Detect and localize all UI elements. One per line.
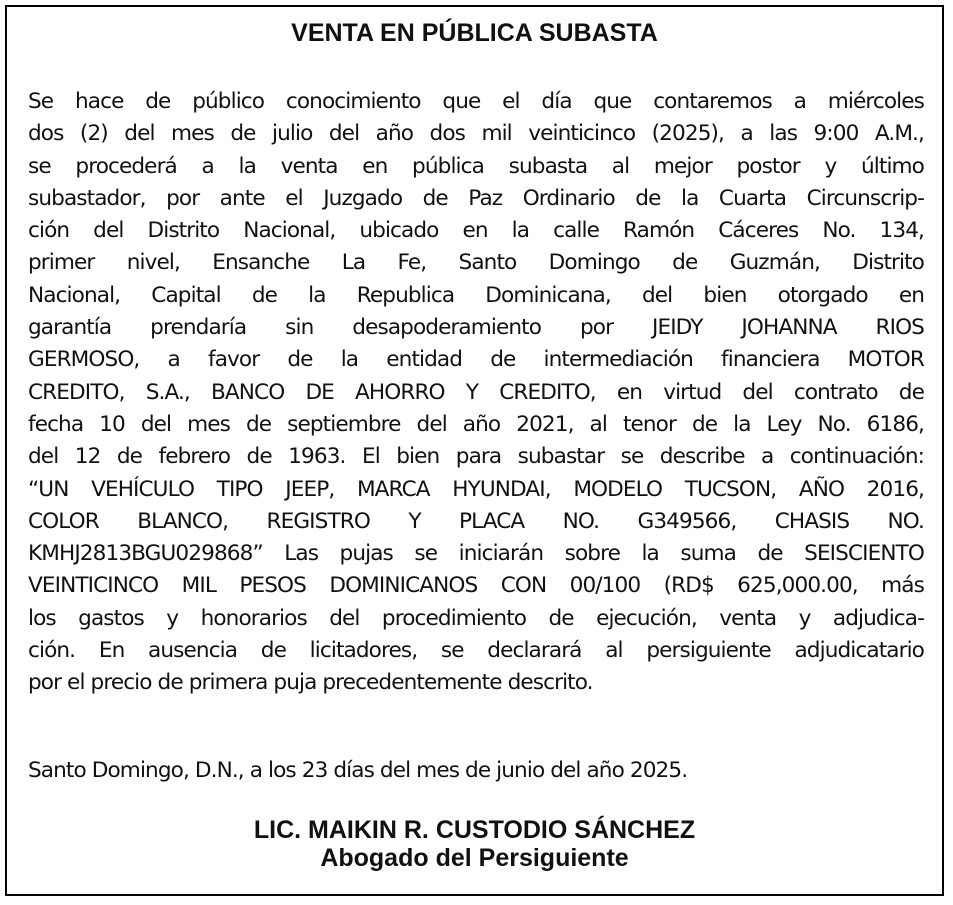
- body-line: primer nivel, Ensanche La Fe, Santo Domingo de Guzmán, Distrito: [28, 250, 924, 276]
- body-line: ción. En ausencia de licitadores, se declarará al persiguiente adjudicatario: [28, 638, 924, 664]
- place-and-date: Santo Domingo, D.N., a los 23 días del mes de junio del año 2025.: [28, 758, 688, 783]
- body-line: por el precio de primera puja precedentemente descrito.: [28, 670, 593, 696]
- body-line: GERMOSO, a favor de la entidad de intermediación financiera MOTOR: [28, 347, 924, 373]
- body-line: del 12 de febrero de 1963. El bien para subastar se describe a continuación:: [28, 444, 924, 470]
- legal-notice: [5, 5, 944, 896]
- body-line: dos (2) del mes de julio del año dos mil veinticinco (2025), a las 9:00 A.M.,: [28, 121, 924, 147]
- body-line: fecha 10 del mes de septiembre del año 2021, al tenor de la Ley No. 6186,: [28, 411, 924, 437]
- body-line: garantía prendaría sin desapoderamiento por JEIDY JOHANNA RIOS: [28, 315, 924, 341]
- body-line: CREDITO, S.A., BANCO DE AHORRO Y CREDITO, en virtud del contrato de: [28, 379, 924, 405]
- signer-role: Abogado del Persiguiente: [320, 844, 629, 872]
- body-line: ción del Distrito Nacional, ubicado en la calle Ramón Cáceres No. 134,: [28, 218, 924, 244]
- body-line: Se hace de público conocimiento que el día que contaremos a miércoles: [28, 89, 924, 114]
- body-line: Nacional, Capital de la Republica Dominicana, del bien otorgado en: [28, 282, 924, 308]
- body-line: subastador, por ante el Juzgado de Paz Ordinario de la Cuarta Circunscrip-: [28, 185, 924, 211]
- body-line: COLOR BLANCO, REGISTRO Y PLACA NO. G349566, CHASIS NO.: [28, 508, 924, 534]
- body-line: “UN VEHÍCULO TIPO JEEP, MARCA HYUNDAI, MODELO TUCSON, AÑO 2016,: [28, 476, 924, 502]
- notice-body: [28, 86, 924, 700]
- body-line: KMHJ2813BGU029868” Las pujas se iniciarán sobre la suma de SEISCIENTO: [28, 541, 924, 567]
- body-line: VEINTICINCO MIL PESOS DOMINICANOS CON 00/100 (RD$ 625,000.00, más: [28, 573, 924, 599]
- body-line: los gastos y honorarios del procedimiento de ejecución, venta y adjudica-: [28, 605, 924, 631]
- signer-name: LIC. MAIKIN R. CUSTODIO SÁNCHEZ: [253, 816, 696, 844]
- body-line: se procederá a la venta en pública subasta al mejor postor y último: [28, 153, 924, 179]
- notice-title: VENTA EN PÚBLICA SUBASTA: [291, 19, 658, 47]
